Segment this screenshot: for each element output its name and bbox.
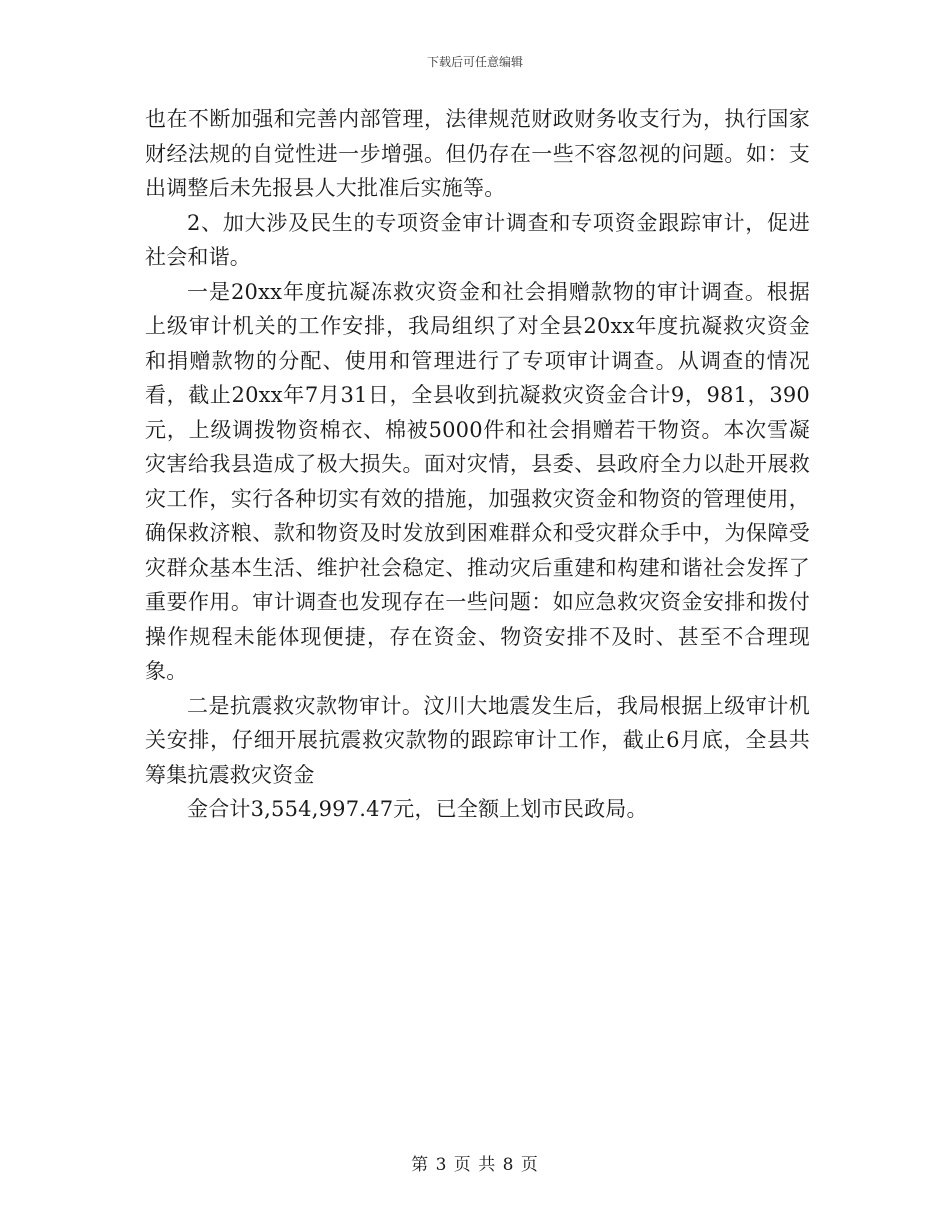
paragraph-item-1: 一是20xx年度抗凝冻救灾资金和社会捐赠款物的审计调查。根据上级审计机关的工作安排，我局组织了对全县20xx年度抗凝救灾资金和捐赠款物的分配、使用和管理进行了专项审计调查。从调查的情况看，截止20xx年7月31日，全县收到抗凝救灾资金合计9，981，390元，上级调拨物资棉衣、棉被5000件和社会捐赠若干物资。本次雪凝灾害给我县造成了极大损失。面对灾情，县委、县政府全力以赴开展救灾工作，实行各种切实有效的措施，加强救灾资金和物资的管理使用，确保救济粮、款和物资及时发放到困难群众和受灾群众手中，为保障受灾群众基本生活、维护社会稳定、推动灾后重建和构建和谐社会发挥了重要作用。审计调查也发现存在一些问题：如应急救灾资金安排和拨付操作规程未能体现便捷，存在资金、物资安排不及时、甚至不合理现象。	[145, 279, 810, 683]
page-header: 下载后可任意编辑	[426, 55, 523, 69]
page-footer: 第 3 页 共 8 页	[411, 1155, 539, 1175]
paragraph-item-2-total: 金合计3,554,997.47元，已全额上划市民政局。	[187, 797, 648, 821]
paragraph-item-2: 二是抗震救灾款物审计。汶川大地震发生后，我局根据上级审计机关安排，仔细开展抗震救灾款物的跟踪审计工作，截止6月底，全县共筹集抗震救灾资金	[145, 693, 810, 787]
paragraph-continuation: 也在不断加强和完善内部管理，法律规范财政财务收支行为，执行国家财经法规的自觉性进一步增强。但仍存在一些不容忽视的问题。如：支出调整后未先报县人大批准后实施等。	[145, 107, 810, 200]
paragraph-section-2: 2、加大涉及民生的专项资金审计调查和专项资金跟踪审计，促进社会和谐。	[145, 210, 810, 269]
document-body	[145, 102, 810, 827]
